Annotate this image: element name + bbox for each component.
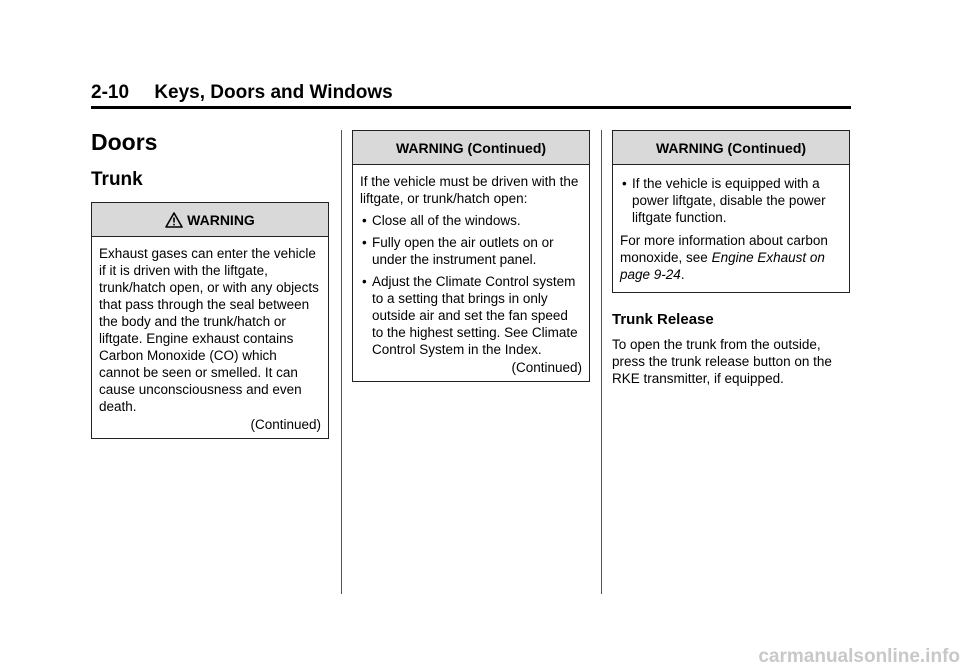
- warning-heading: WARNING (Continued): [655, 139, 807, 156]
- warning-body: [353, 165, 589, 381]
- trunk-release-heading: Trunk Release: [612, 311, 714, 328]
- warning-heading: WARNING: [187, 211, 255, 228]
- column-divider: [341, 130, 342, 594]
- page-title: Doors: [91, 129, 158, 155]
- list-item: • Fully open the air outlets on or under the instrument panel.: [362, 235, 554, 267]
- list-item: • Close all of the windows.: [362, 213, 521, 228]
- section-title: Keys, Doors and Windows: [154, 82, 393, 103]
- column-2: [352, 130, 590, 382]
- warning-header: [353, 131, 589, 165]
- warning-box: [91, 202, 329, 439]
- list-item: • Adjust the Climate Control system to a setting that brings in only outside air and set the fan speed to the highest setting. See Climate Control System in the Index.: [362, 274, 578, 357]
- warning-list: [360, 212, 582, 358]
- warning-triangle-icon: [165, 212, 183, 228]
- list-item: • If the vehicle is equipped with a power liftgate, disable the power liftgate function.: [622, 176, 826, 225]
- page-header: [91, 82, 851, 109]
- bullet-icon: •: [362, 235, 367, 250]
- warning-box: [352, 130, 590, 382]
- warning-body: [92, 237, 328, 438]
- warning-header: [92, 203, 328, 237]
- warning-header: [613, 131, 849, 165]
- warning-body: [613, 165, 849, 292]
- continued-label: (Continued): [511, 360, 582, 375]
- warning-box: [612, 130, 850, 293]
- warning-heading: WARNING (Continued): [395, 139, 547, 156]
- page-number: 2-10: [91, 82, 130, 103]
- more-info-text: For more information about carbon monoxide, see Engine Exhaust on page 9-24.: [620, 233, 828, 282]
- cross-reference-link[interactable]: Engine Exhaust on page 9-24: [620, 250, 825, 282]
- bullet-icon: •: [362, 274, 367, 289]
- warning-list: [620, 175, 842, 226]
- warning-intro: If the vehicle must be driven with the liftgate, or trunk/hatch open:: [360, 174, 579, 206]
- continued-label: (Continued): [250, 417, 321, 432]
- trunk-release-text: To open the trunk from the outside, press the trunk release button on the RKE transmitter, if equipped.: [612, 337, 832, 386]
- bullet-icon: •: [362, 213, 367, 228]
- subsection-title: Trunk: [91, 169, 143, 190]
- bullet-icon: •: [622, 176, 627, 191]
- column-3: [612, 130, 850, 387]
- warning-text: Exhaust gases can enter the vehicle if it is driven with the liftgate, trunk/hatch open, or with any objects that pass through the seal between the body and the trunk/hatch or liftgate. Engine exhaust contains Carbon Monoxide (CO) which cannot be seen or smelled. It can cause unconsciousness and even death.: [99, 246, 319, 414]
- column-1: [91, 128, 329, 439]
- column-divider: [601, 130, 602, 594]
- watermark: carmanualsonline.info: [758, 646, 960, 667]
